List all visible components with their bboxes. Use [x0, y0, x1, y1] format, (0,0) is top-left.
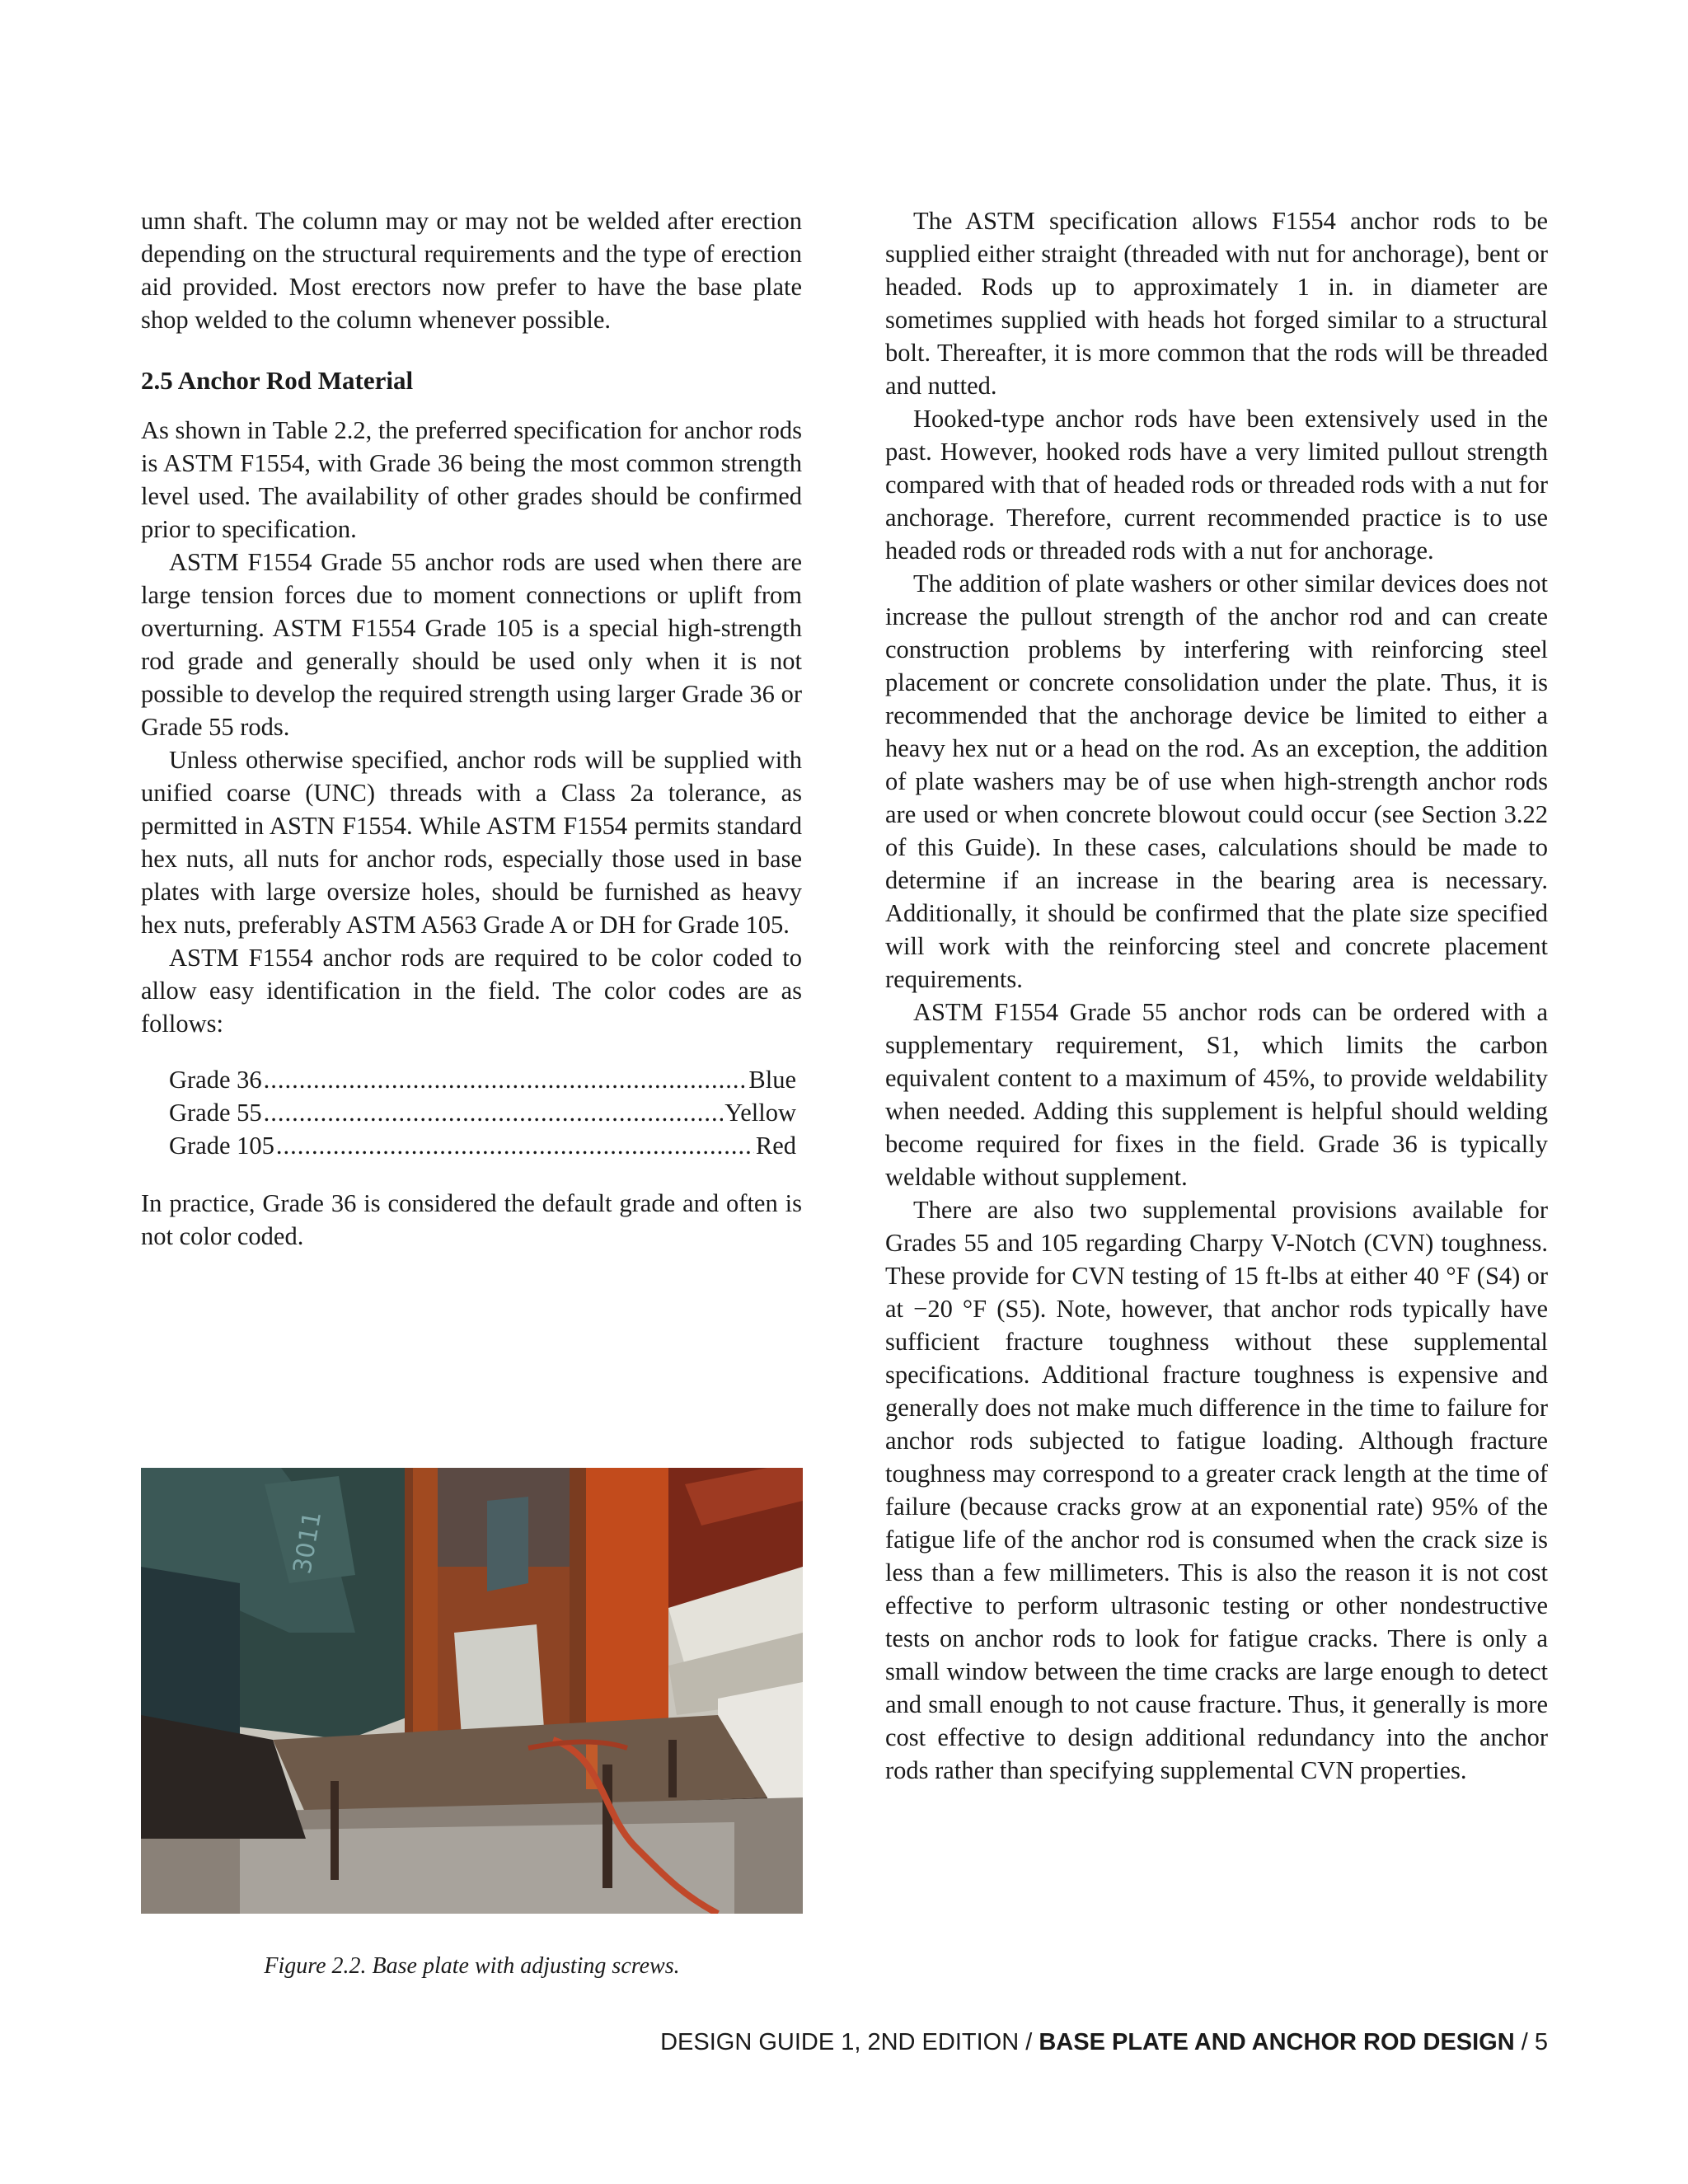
paragraph: The addition of plate washers or other similar devices does not increase the pullout strength of the anchor rod and can create construction problems by interfering with reinforcing steel placement or concrete consolidation under the plate. Thus, it is recommended that the anchorage device be limited to either a heavy hex nut or a head on the rod. As an exception, the addition of plate washers may be of use when high-strength anchor rods are used or when concrete blowout could occur (see Section 3.22 of this Guide). In these cases, calculations should be made to determine if an increase in the bearing area is necessary. Additionally, it should be confirmed that the plate size specified will work with the reinforcing steel and concrete placement requirements. [885, 569, 1548, 993]
photo-marking: 3011 [288, 1509, 328, 1577]
right-column [885, 204, 1548, 1787]
paragraph: Hooked-type anchor rods have been extensively used in the past. However, hooked rods have a very limited pullout strength compared with that of headed rods or threaded rods with a nut for anchorage. Therefore, current recommended practice is to use headed rods or threaded rods with a nut for anchorage. [885, 405, 1548, 565]
paragraph: As shown in Table 2.2, the preferred specification for anchor rods is ASTM F1554, with Grade 36 being the most common strength level used. The availability of other grades should be confirmed prior to specification. [141, 416, 802, 543]
figure-caption: Figure 2.2. Base plate with adjusting screws. [264, 1953, 680, 1979]
grade-label: Grade 36 [169, 1066, 262, 1094]
dot-leader [276, 1129, 754, 1162]
paragraph: ASTM F1554 Grade 55 anchor rods are used when there are large tension forces due to moment connections or uplift from overturning. ASTM F1554 Grade 105 is a special high-strength rod grade and generally should be used only when it is not possible to develop the required strength using larger Grade 36 or Grade 55 rods. [141, 548, 802, 741]
color-code-list [169, 1063, 796, 1162]
color-code-row [169, 1129, 796, 1162]
paragraph: Unless otherwise specified, anchor rods will be supplied with unified coarse (UNC) threads with a Class 2a tolerance, as permitted in ASTN F1554. While ASTM F1554 permits standard hex nuts, all nuts for anchor rods, especially those used in base plates with large oversize holes, should be furnished as heavy hex nuts, preferably ASTM A563 Grade A or DH for Grade 105. [141, 746, 802, 939]
color-value: Yellow [724, 1099, 796, 1127]
footer-prefix: DESIGN GUIDE 1, 2ND EDITION / [660, 2029, 1039, 2055]
base-plate-photo [141, 1468, 803, 1914]
paragraph: The ASTM specification allows F1554 anchor rods to be supplied either straight (threaded with nut for anchorage), bent or headed. Rods up to approximately 1 in. in diameter are sometimes supplied with heads hot forged similar to a structural bolt. Thereafter, it is more common that the rods will be threaded and nutted. [885, 207, 1548, 400]
color-value: Red [755, 1132, 796, 1160]
paragraph: ASTM F1554 anchor rods are required to be color coded to allow easy identification in the field. The color codes are as follows: [141, 944, 802, 1038]
paragraph: umn shaft. The column may or may not be welded after erection depending on the structural requirements and the type of erection aid provided. Most erectors now prefer to have the base plate shop welded to the column whenever possible. [141, 207, 802, 334]
paragraph: ASTM F1554 Grade 55 anchor rods can be ordered with a supplementary requirement, S1, which limits the carbon equivalent content to a maximum of 45%, to provide weldability when needed. Adding this supplement is helpful should welding become required for fixes in the field. Grade 36 is typically weldable without supplement. [885, 998, 1548, 1191]
left-column [141, 204, 802, 1253]
page-footer [660, 2029, 1548, 2056]
grade-label: Grade 105 [169, 1132, 274, 1160]
color-value: Blue [748, 1066, 796, 1094]
footer-title: BASE PLATE AND ANCHOR ROD DESIGN [1039, 2029, 1515, 2055]
grade-label: Grade 55 [169, 1099, 262, 1127]
dot-leader [264, 1096, 724, 1129]
paragraph: There are also two supplemental provisions available for Grades 55 and 105 regarding Charpy V-Notch (CVN) toughness. These provide for CVN testing of 15 ft-lbs at either 40 °F (S4) or at −20 °F (S5). Note, however, that anchor rods typically have sufficient fracture toughness without these supplemental specifications. Additional fracture toughness is expensive and generally does not make much difference in the time to failure for anchor rods subjected to fatigue loading. Although fracture toughness may correspond to a greater crack length at the time of failure (because cracks grow at an exponential rate) 95% of the fatigue life of the anchor rod is consumed when the crack size is less than a few millimeters. This is also the reason it is not cost effective to perform ultrasonic testing or other nondestructive tests on anchor rods to look for fatigue cracks. There is only a small window between the time cracks are large enough to detect and small enough to not cause fracture. Thus, it generally is more cost effective to design additional redundancy into the anchor rods rather than specifying supplemental CVN properties. [885, 1196, 1548, 1784]
color-code-row [169, 1063, 796, 1096]
paragraph: In practice, Grade 36 is considered the default grade and often is not color coded. [141, 1189, 802, 1250]
dot-leader [264, 1063, 748, 1096]
section-heading: 2.5 Anchor Rod Material [141, 366, 414, 395]
footer-page-number: / 5 [1514, 2029, 1548, 2055]
color-code-row [169, 1096, 796, 1129]
